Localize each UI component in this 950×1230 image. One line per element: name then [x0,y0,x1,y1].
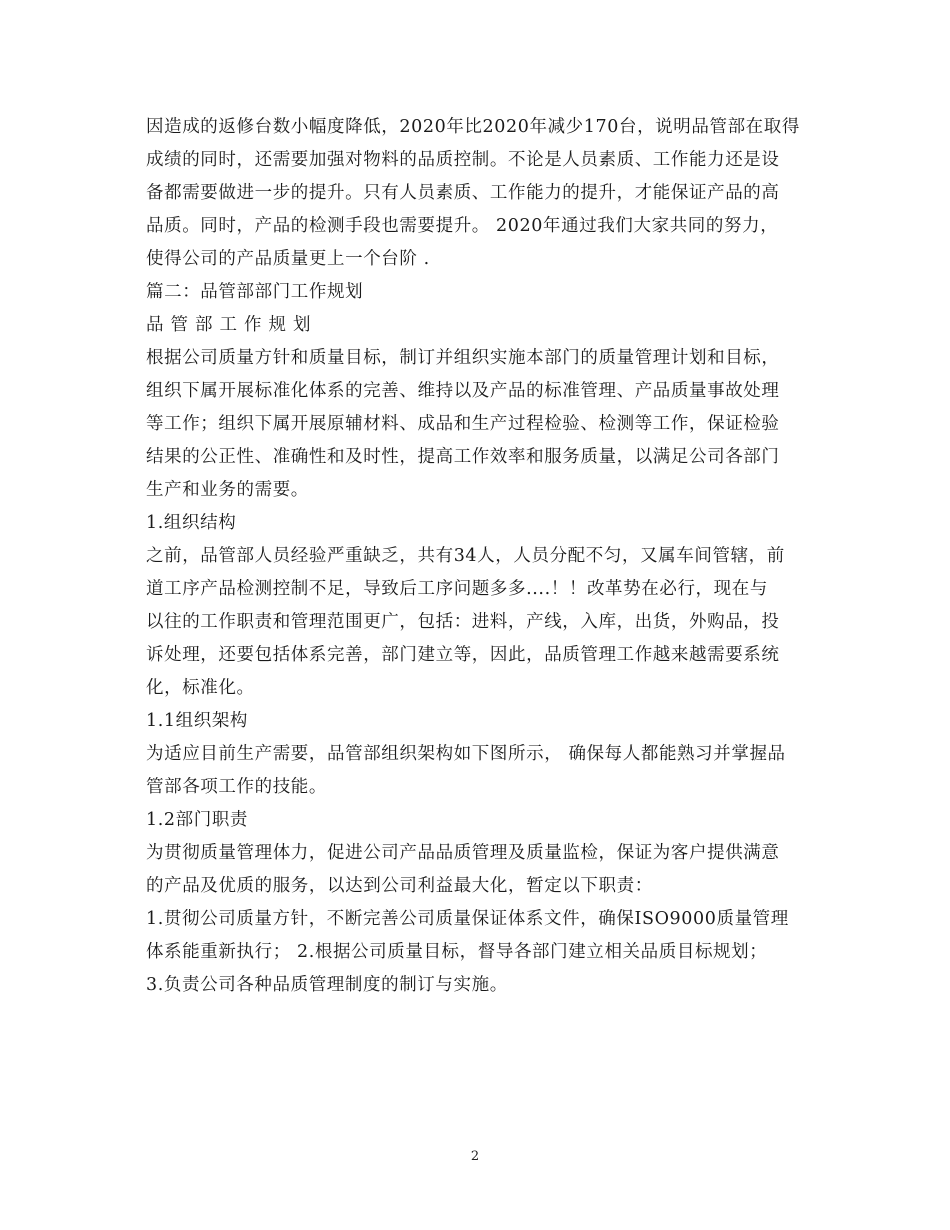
text-line-2: 成绩的同时，还需要加强对物料的品质控制。不论是人员素质、工作能力还是设 [146,150,780,170]
text-line-25: 1.贯彻公司质量方针，不断完善公司质量保证体系文件，确保ISO9000质量管理 [146,909,789,929]
text-line-26: 体系能重新执行； 2.根据公司质量目标，督导各部门建立相关品质目标规划； [146,942,768,962]
text-line-27: 3.负责公司各种品质管理制度的制订与实施。 [146,975,508,995]
text-line-24: 的产品及优质的服务，以达到公司利益最大化，暂定以下职责： [146,876,653,896]
text-line-14: 之前，品管部人员经验严重缺乏，共有34人，人员分配不匀，又属车间管辖，前 [146,546,785,566]
text-line-23: 为贯彻质量管理体力，促进公司产品品质管理及质量监检，保证为客户提供满意 [146,843,780,863]
text-line-4: 品质。同时，产品的检测手段也需要提升。 2020年通过我们大家共同的努力， [146,216,779,236]
text-line-17: 诉处理，还要包括体系完善，部门建立等，因此，品质管理工作越来越需要系统 [146,645,780,665]
heading-department-duties: 1.2部门职责 [146,810,249,830]
text-line-5: 使得公司的产品质量更上一个台阶 . [146,249,430,269]
heading-organization-structure: 1.组织结构 [146,513,237,533]
text-line-16: 以往的工作职责和管理范围更广，包括：进料，产线，入库，出货，外购品，投 [146,612,780,632]
section-heading-part-two: 篇二：品管部部门工作规划 [146,282,364,302]
text-line-15: 道工序产品检测控制不足，导致后工序问题多多....！！改革势在必行，现在与 [146,579,768,599]
text-line-21: 管部各项工作的技能。 [146,777,327,797]
text-line-1: 因造成的返修台数小幅度降低，2020年比2020年减少170台，说明品管部在取得 [146,117,800,137]
text-line-20: 为适应目前生产需要，品管部组织架构如下图所示， 确保每人都能熟习并掌握品 [146,744,786,764]
text-line-11: 结果的公正性、准确性和及时性，提高工作效率和服务质量，以满足公司各部门 [146,447,780,467]
text-line-9: 组织下属开展标准化体系的完善、维持以及产品的标准管理、产品质量事故处理 [146,381,780,401]
text-line-3: 备都需要做进一步的提升。只有人员素质、工作能力的提升，才能保证产品的高 [146,183,780,203]
section-title-work-plan: 品管部工作规划 [146,315,318,335]
heading-organization-framework: 1.1组织架构 [146,711,249,731]
page-number: 2 [470,1149,480,1164]
text-line-12: 生产和业务的需要。 [146,480,309,500]
text-line-18: 化，标准化。 [146,678,255,698]
text-line-10: 等工作；组织下属开展原辅材料、成品和生产过程检验、检测等工作，保证检验 [146,414,780,434]
document-body [146,111,826,1002]
text-line-8: 根据公司质量方针和质量目标，制订并组织实施本部门的质量管理计划和目标， [146,348,780,368]
